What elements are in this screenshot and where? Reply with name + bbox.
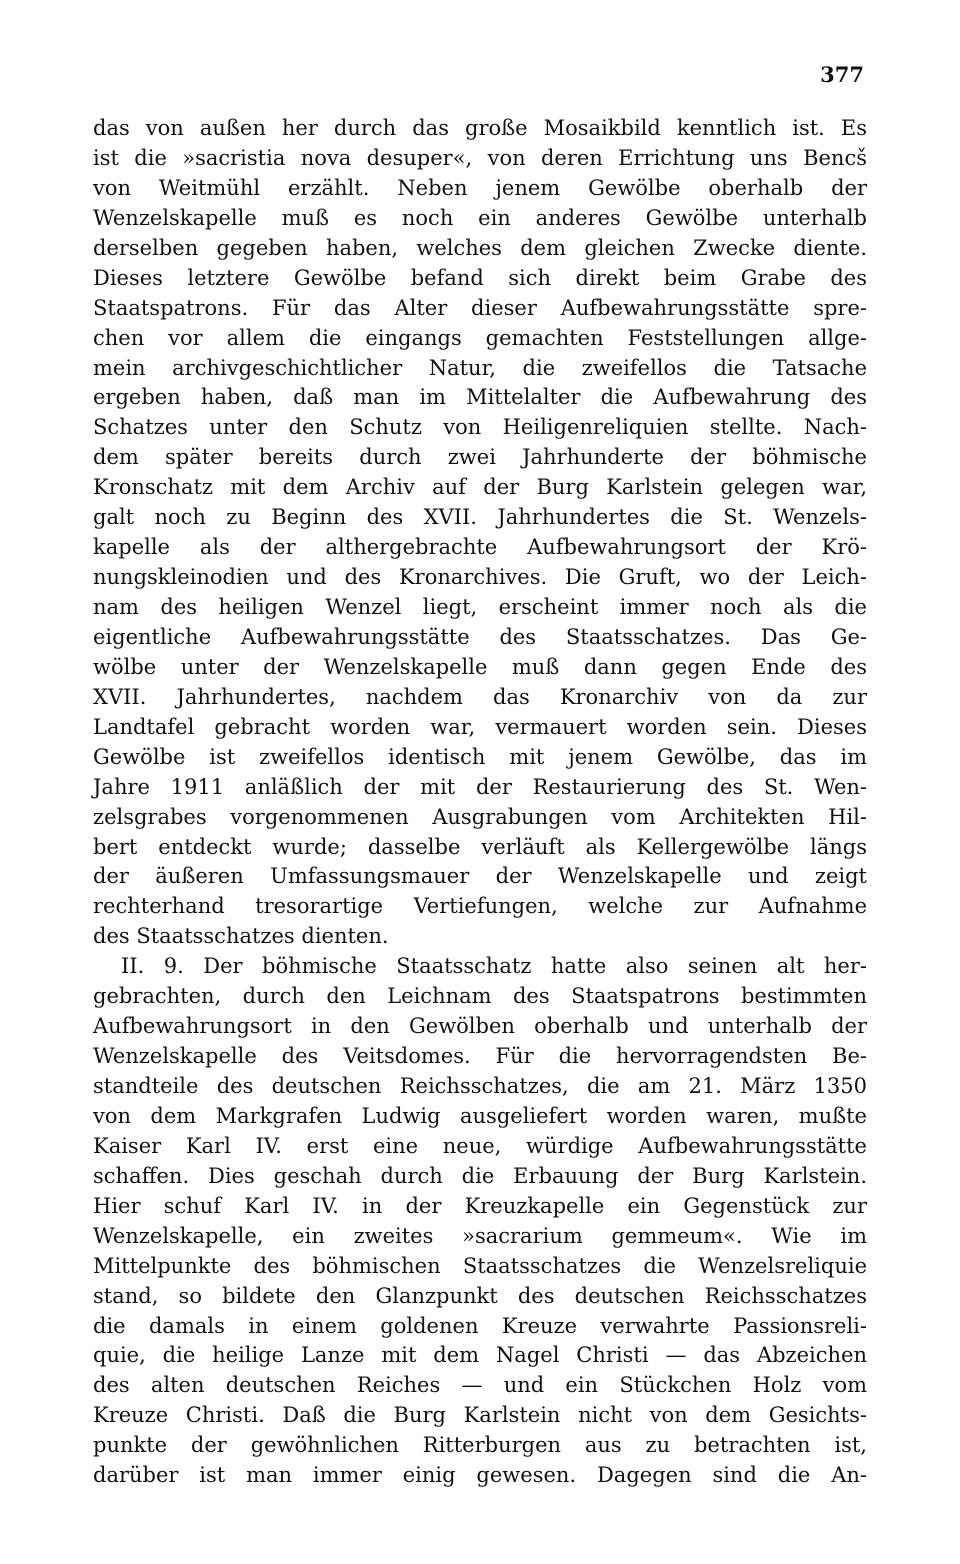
text-line: von dem Markgrafen Ludwig ausgeliefert worden waren, mußte bbox=[93, 1103, 867, 1128]
text-line: Kreuze Christi. Daß die Burg Karlstein nicht von dem Gesichts- bbox=[93, 1403, 867, 1428]
text-line: Landtafel gebracht worden war, vermauert worden sein. Dieses bbox=[93, 714, 867, 739]
text-line: Schatzes unter den Schutz von Heiligenreliquien stellte. Nach- bbox=[93, 415, 867, 440]
text-line: darüber ist man immer einig gewesen. Dagegen sind die An- bbox=[93, 1463, 867, 1488]
text-line: ergeben haben, daß man im Mittelalter die Aufbewahrung des bbox=[93, 385, 867, 410]
text-line: Hier schuf Karl IV. in der Kreuzkapelle ein Gegenstück zur bbox=[93, 1193, 867, 1218]
text-line: gebrachten, durch den Leichnam des Staatspatrons bestimmten bbox=[93, 984, 867, 1009]
paragraph bbox=[93, 952, 867, 1491]
text-line: der äußeren Umfassungsmauer der Wenzelskapelle und zeigt bbox=[93, 864, 867, 889]
text-line: ist die »sacristia nova desuper«, von deren Errichtung uns Bencš bbox=[93, 145, 867, 170]
paragraph bbox=[93, 114, 867, 952]
text-line: des Staatsschatzes dienten. bbox=[93, 924, 389, 949]
text-line: rechterhand tresorartige Vertiefungen, welche zur Aufnahme bbox=[93, 894, 867, 919]
text-line: die damals in einem goldenen Kreuze verwahrte Passionsreli- bbox=[93, 1313, 867, 1338]
page-number: 377 bbox=[820, 62, 864, 87]
text-line: Kaiser Karl IV. erst eine neue, würdige Aufbewahrungsstätte bbox=[93, 1133, 867, 1158]
text-line: des alten deutschen Reiches — und ein Stückchen Holz vom bbox=[93, 1373, 867, 1398]
text-line: nungskleinodien und des Kronarchives. Die Gruft, wo der Leich- bbox=[93, 565, 867, 590]
text-line: Dieses letztere Gewölbe befand sich direkt beim Grabe des bbox=[93, 265, 867, 290]
body-text bbox=[93, 114, 867, 1491]
text-line: punkte der gewöhnlichen Ritterburgen aus zu betrachten ist, bbox=[93, 1433, 867, 1458]
text-line: nam des heiligen Wenzel liegt, erscheint immer noch als die bbox=[93, 595, 867, 619]
text-line: Mittelpunkte des böhmischen Staatsschatzes die Wenzelsreliquie bbox=[93, 1253, 867, 1278]
text-line: derselben gegeben haben, welches dem gleichen Zwecke diente. bbox=[93, 235, 867, 260]
text-line: Wenzelskapelle, ein zweites »sacrarium gemmeum«. Wie im bbox=[93, 1223, 867, 1248]
text-line: schaffen. Dies geschah durch die Erbauung der Burg Karlstein. bbox=[93, 1163, 867, 1188]
text-line: mein archivgeschichtlicher Natur, die zweifellos die Tatsache bbox=[93, 355, 867, 380]
text-line: von Weitmühl erzählt. Neben jenem Gewölbe oberhalb der bbox=[93, 175, 867, 200]
text-line: quie, die heilige Lanze mit dem Nagel Christi — das Abzeichen bbox=[93, 1343, 867, 1368]
text-line: XVII. Jahrhundertes, nachdem das Kronarchiv von da zur bbox=[93, 684, 867, 709]
text-line: Staatspatrons. Für das Alter dieser Aufbewahrungsstätte spre- bbox=[93, 295, 867, 320]
text-line: chen vor allem die eingangs gemachten Feststellungen allge- bbox=[93, 325, 867, 350]
text-line: Kronschatz mit dem Archiv auf der Burg Karlstein gelegen war, bbox=[93, 475, 867, 500]
text-line: zelsgrabes vorgenommenen Ausgrabungen vom Architekten Hil- bbox=[93, 804, 867, 829]
text-line: II. 9. Der böhmische Staatsschatz hatte also seinen alt her- bbox=[121, 954, 867, 979]
text-line: kapelle als der althergebrachte Aufbewahrungsort der Krö- bbox=[93, 535, 867, 560]
text-line: standteile des deutschen Reichsschatzes, die am 21. März 1350 bbox=[93, 1074, 867, 1098]
text-line: Gewölbe ist zweifellos identisch mit jenem Gewölbe, das im bbox=[93, 744, 867, 769]
text-line: wölbe unter der Wenzelskapelle muß dann gegen Ende des bbox=[93, 654, 867, 679]
text-line: Wenzelskapelle muß es noch ein anderes Gewölbe unterhalb bbox=[93, 205, 867, 230]
text-line: Wenzelskapelle des Veitsdomes. Für die hervorragendsten Be- bbox=[93, 1044, 867, 1069]
text-line: bert entdeckt wurde; dasselbe verläuft als Kellergewölbe längs bbox=[93, 834, 867, 859]
text-line: das von außen her durch das große Mosaikbild kenntlich ist. Es bbox=[93, 116, 867, 140]
text-line: stand, so bildete den Glanzpunkt des deutschen Reichsschatzes bbox=[93, 1283, 867, 1308]
text-line: eigentliche Aufbewahrungsstätte des Staatsschatzes. Das Ge- bbox=[93, 624, 867, 649]
text-line: dem später bereits durch zwei Jahrhunderte der böhmische bbox=[93, 445, 867, 470]
text-line: Aufbewahrungsort in den Gewölben oberhalb und unterhalb der bbox=[93, 1014, 867, 1039]
text-line: galt noch zu Beginn des XVII. Jahrhundertes die St. Wenzels- bbox=[93, 505, 867, 530]
text-line: Jahre 1911 anläßlich der mit der Restaurierung des St. Wen- bbox=[93, 774, 867, 799]
